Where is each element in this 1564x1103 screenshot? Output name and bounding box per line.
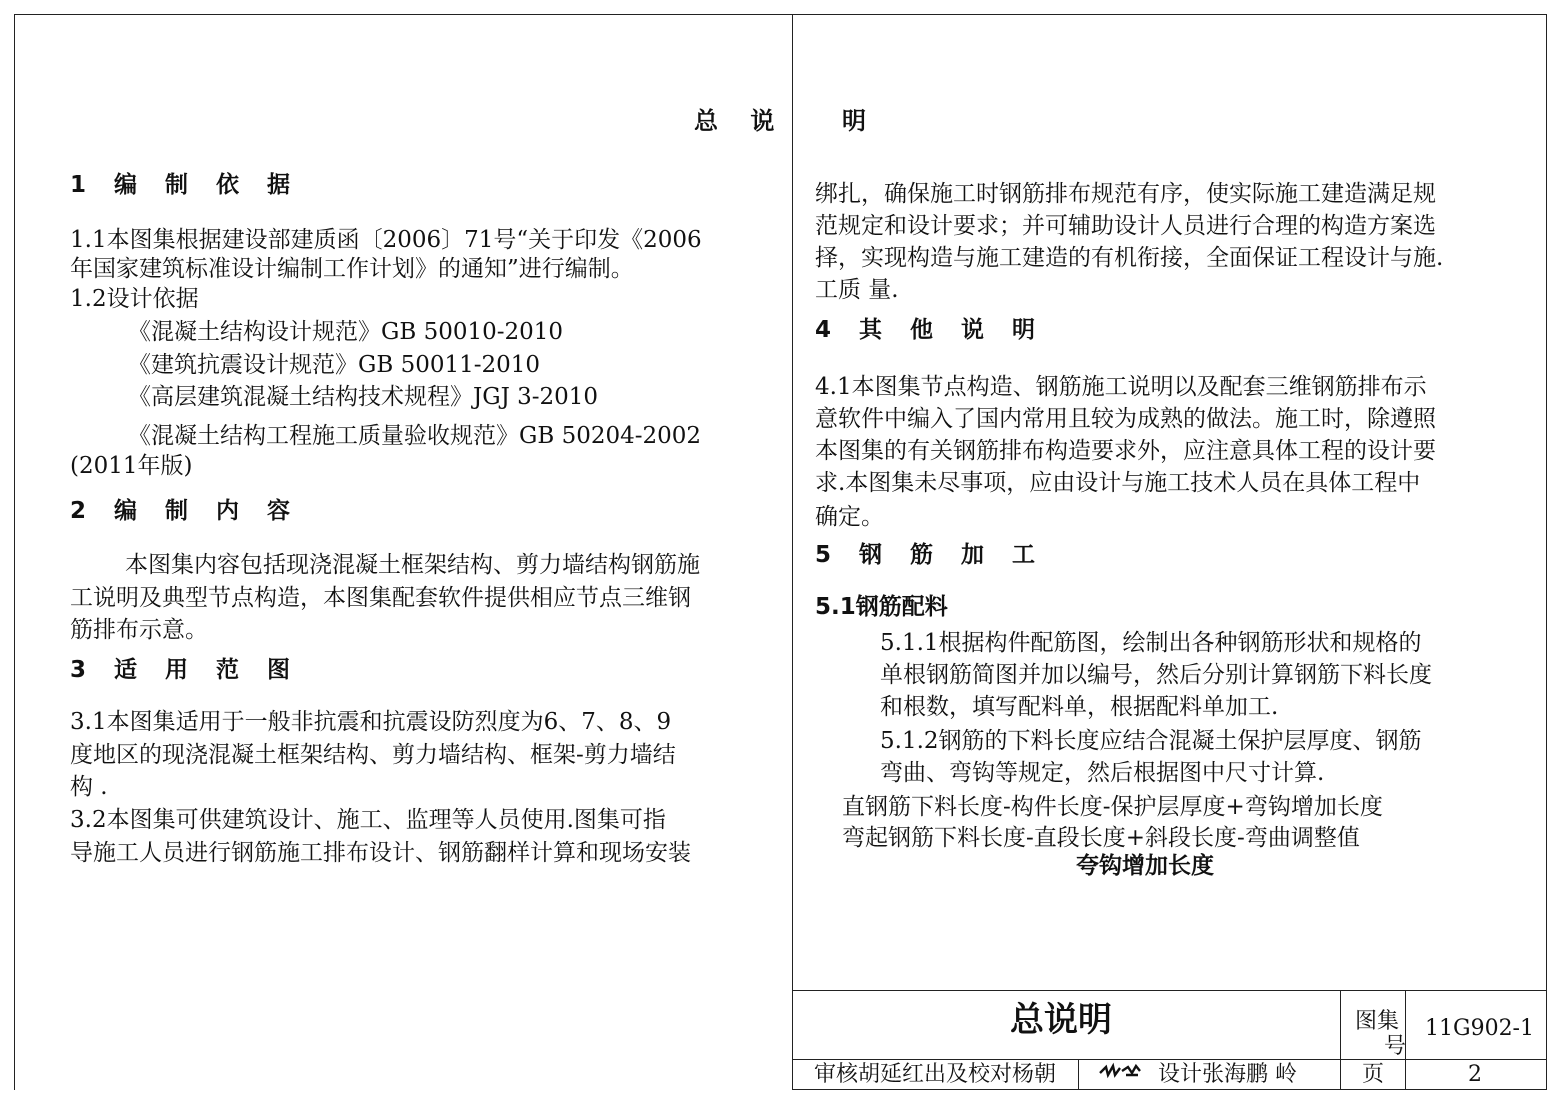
atlas-label-1: 图集	[1355, 1009, 1400, 1034]
s511-line2: 单根钢筋简图并加以编号，然后分别计算钢筋下料长度	[880, 662, 1432, 688]
section-4-heading: 4 其 他 说 明	[815, 317, 1046, 343]
page-label: 页	[1362, 1062, 1385, 1087]
s1-ref-2: 《建筑抗震设计规范》GB 50011-2010	[128, 352, 541, 378]
s2-line3: 筋排布示意。	[70, 617, 208, 643]
s2-line1: 本图集内容包括现浇混凝土框架结构、剪力墙结构钢筋施	[125, 552, 700, 578]
s1-ref-1: 《混凝土结构设计规范》GB 50010-2010	[128, 319, 564, 345]
column-divider	[792, 14, 793, 1090]
continued-line3: 择，实现构造与施工建造的有机衔接，全面保证工程设计与施.	[815, 245, 1444, 271]
s1-ref-3: 《高层建筑混凝土结构技术规程》JGJ 3-2010	[128, 384, 599, 410]
s3-line4: 3.2本图集可供建筑设计、施工、监理等人员使用.图集可指	[70, 807, 666, 833]
section-3-heading: 3 适 用 范 图	[70, 657, 301, 683]
s2-line2: 工说明及典型节点构造，本图集配套软件提供相应节点三维钢	[70, 585, 691, 611]
section-5-heading: 5 钢 筋 加 工	[815, 542, 1046, 568]
s512-line2: 弯曲、弯钩等规定，然后根据图中尺寸计算.	[880, 760, 1325, 786]
continued-line4: 工质 量.	[815, 277, 899, 303]
s4-line3: 本图集的有关钢筋排布构造要求外，应注意具体工程的设计要	[815, 438, 1436, 464]
s1-ref-4: 《混凝土结构工程施工质量验收规范》GB 50204-2002	[128, 423, 702, 449]
s511-line3: 和根数，填写配料单，根据配料单加工.	[880, 694, 1279, 720]
s3-line1: 3.1本图集适用于一般非抗震和抗震设防烈度为6、7、8、9	[70, 709, 672, 735]
page-number: 2	[1468, 1062, 1482, 1087]
page-title-right: 明	[842, 107, 866, 135]
s1-para1-line2: 年国家建筑标准设计编制工作计划》的通知”进行编制。	[70, 256, 634, 282]
s3-line2: 度地区的现浇混凝土框架结构、剪力墙结构、框架-剪力墙结	[70, 742, 676, 768]
s511-line1: 5.1.1根据构件配筋图，绘制出各种钢筋形状和规格的	[880, 630, 1422, 656]
continued-line2: 范规定和设计要求；并可辅助设计人员进行合理的构造方案选	[815, 213, 1436, 239]
s1-para2: 1.2设计依据	[70, 286, 199, 312]
formula-straight-bar: 直钢筋下料长度-构件长度-保护层厚度+弯钩增加长度	[842, 794, 1383, 820]
section-1-heading: 1 编 制 依 据	[70, 172, 301, 198]
hook-length-heading: 夸钩增加长度	[1076, 853, 1214, 879]
s4-line2: 意软件中编入了国内常用且较为成熟的做法。施工时，除遵照	[815, 406, 1436, 432]
drawing-name: 总说明	[1010, 1000, 1112, 1040]
page-title-left: 总 说	[694, 107, 787, 135]
atlas-number: 11G902-1	[1425, 1016, 1534, 1041]
s512-line1: 5.1.2钢筋的下料长度应结合混凝土保护层厚度、钢筋	[880, 728, 1422, 754]
designer: 设计张海鹏 岭	[1158, 1062, 1297, 1087]
s4-line5: 确定。	[815, 504, 884, 530]
review-proofread: 审核胡延红出及校对杨朝	[814, 1062, 1057, 1087]
title-block-row-divider	[793, 1059, 1547, 1060]
signature-mark	[1098, 1061, 1144, 1083]
title-block-col-divider-3	[1078, 1059, 1079, 1090]
s4-line1: 4.1本图集节点构造、钢筋施工说明以及配套三维钢筋排布示	[815, 374, 1427, 400]
title-block-col-divider-1	[1340, 990, 1341, 1090]
continued-line1: 绑扎，确保施工时钢筋排布规范有序，使实际施工建造满足规	[815, 181, 1436, 207]
formula-bent-bar: 弯起钢筋下料长度-直段长度+斜段长度-弯曲调整值	[842, 825, 1360, 851]
s1-ref-4-edition: (2011年版)	[70, 453, 193, 479]
s3-line5: 导施工人员进行钢筋施工排布设计、钢筋翻样计算和现场安装	[70, 840, 691, 866]
s1-para1-line1: 1.1本图集根据建设部建质函〔2006〕71号“关于印发《2006	[70, 227, 702, 253]
atlas-label-2: 号	[1384, 1034, 1407, 1059]
s4-line4: 求.本图集未尽事项，应由设计与施工技术人员在具体工程中	[815, 470, 1421, 496]
section-2-heading: 2 编 制 内 容	[70, 498, 301, 524]
section-5-1-heading: 5.1钢筋配料	[815, 594, 948, 620]
s3-line3: 构 .	[70, 774, 108, 800]
